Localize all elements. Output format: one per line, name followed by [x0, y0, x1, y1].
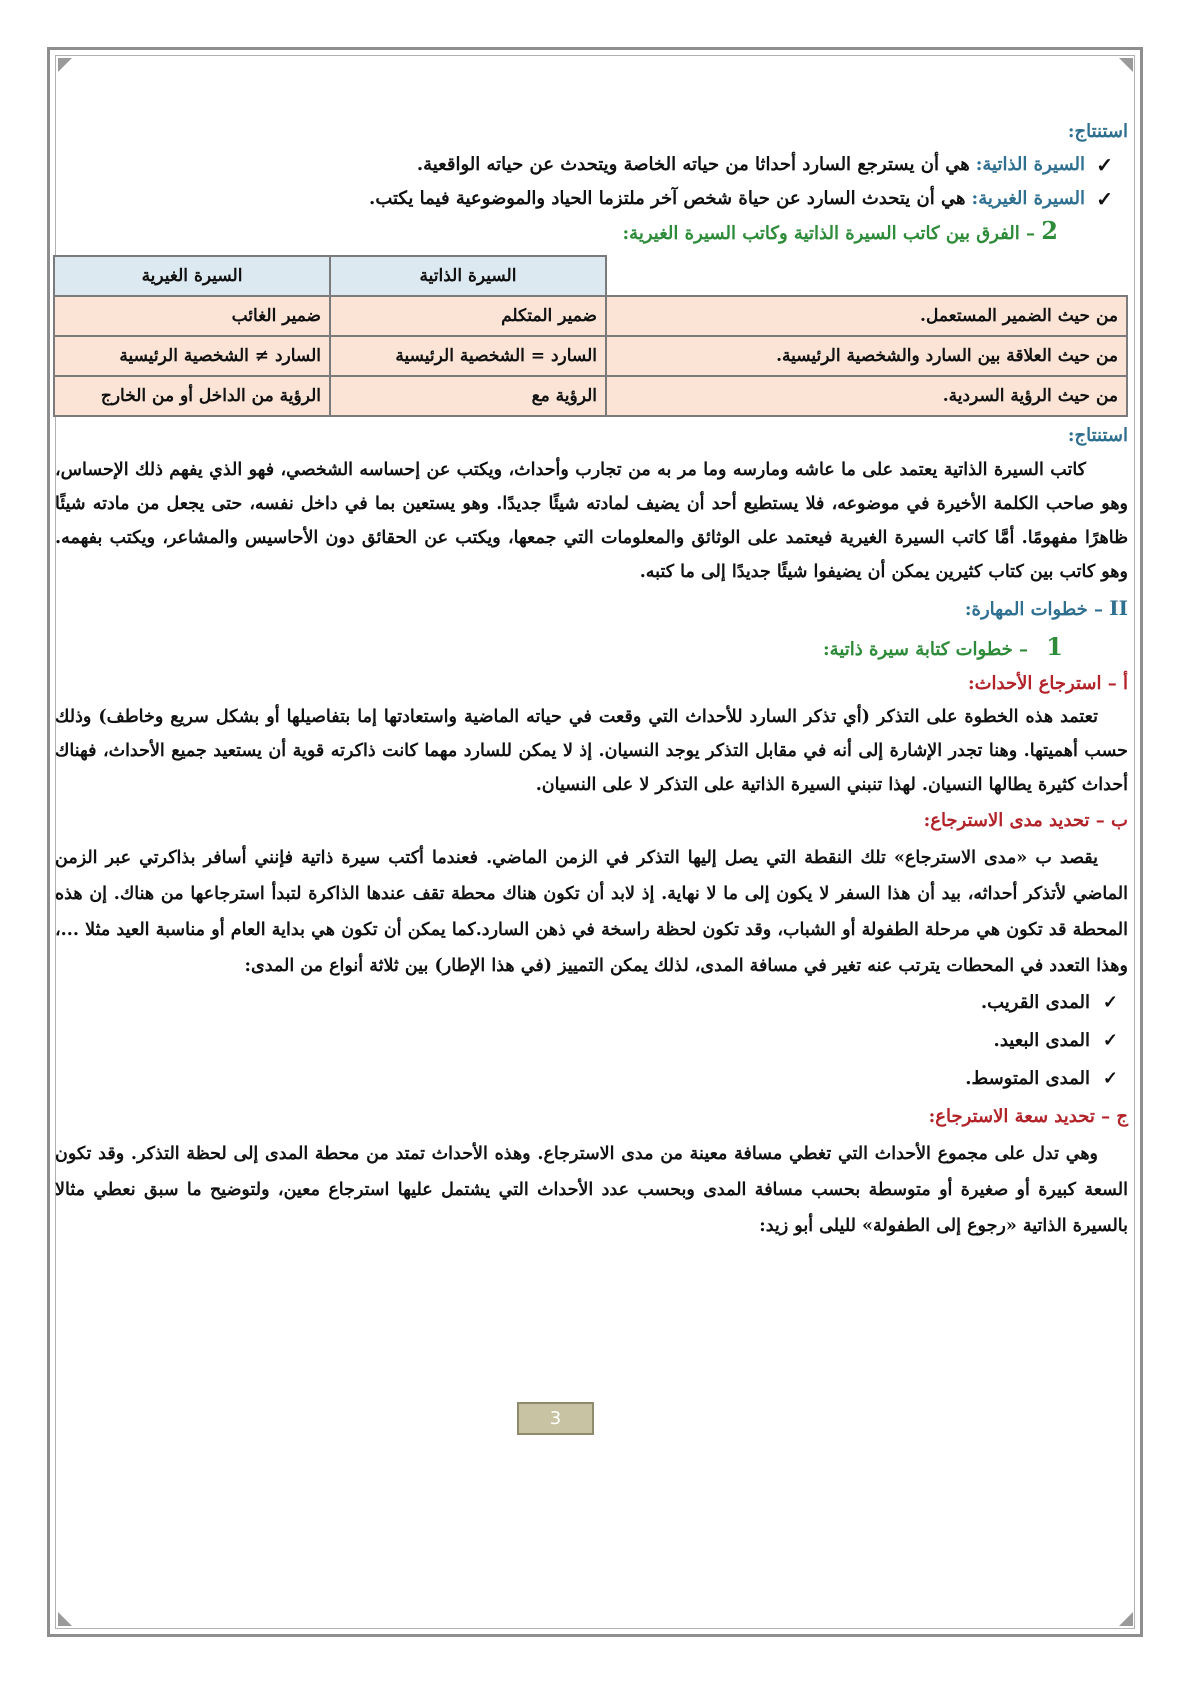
table-cell: الرؤية من الداخل أو من الخارج — [54, 376, 330, 416]
definition-item-autobiography — [55, 148, 1113, 182]
range-types-list — [55, 984, 1118, 1098]
definition-text: هي أن يتحدث السارد عن حياة شخص آخر ملتزما الحياد والموضوعية فيما يكتب. — [369, 188, 966, 209]
corner-ornament-bottom-left — [58, 1612, 72, 1626]
corner-ornament-top-left — [58, 58, 72, 72]
list-item — [55, 1022, 1118, 1060]
table-row-label: من حيث الرؤية السردية. — [606, 376, 1127, 416]
section-number: 2 — [1041, 216, 1058, 245]
part-a-paragraph: تعتمد هذه الخطوة على التذكر (أي تذكر السارد للأحداث التي وقعت في حياته الماضية واستعادتها إما بتفاصيلها أو بشكل سريع وخاطف) وذلك حسب أهميتها. وهنا تجدر الإشارة إلى أنه في مقابل التذكر يوجد النسيان. إذ لا يمكن للسارد مهما كانت ذاكرته قوية أن يستعيد جميع الأحداث، فهناك أحداث كثيرة يطالها النسيان. لهذا تنبني السيرة الذاتية على التذكر لا على النسيان. — [55, 707, 1128, 795]
table-row — [54, 296, 1127, 336]
table-cell: السارد ≠ الشخصية الرئيسية — [54, 336, 330, 376]
table-cell: السارد = الشخصية الرئيسية — [330, 336, 606, 376]
conclusion-heading-1: استنتاج: — [1067, 121, 1128, 142]
part-c-heading: ج – تحديد سعة الاسترجاع: — [928, 1106, 1128, 1127]
table-header-biography: السيرة الغيرية — [54, 256, 330, 296]
table-cell: الرؤية مع — [330, 376, 606, 416]
part-a-heading: أ – استرجاع الأحداث: — [967, 673, 1128, 694]
page-number-badge: 3 — [517, 1402, 594, 1435]
list-item-text: المدى القريب. — [980, 992, 1090, 1013]
part-b-paragraph: يقصد ب «مدى الاسترجاع» تلك النقطة التي يصل إليها التذكر في الزمن الماضي. فعندما أكتب سيرة ذاتية فإنني أسافر بذاكرتي عبر الزمن الماضي لأتذكر أحداثه، بيد أن هذا السفر لا يكون إلى ما لا نهاية. إذ لابد أن تكون هناك محطة تقف عندها الذاكرة لتبدأ استرجاعها من هناك. إن هذه المحطة قد تكون هي مرحلة الطفولة أو الشباب، وقد تكون لحظة راسخة في ذهن السارد.كما يمكن أن تكون هي بداية العام أو مناسبة العيد مثلا ...، وهذا التعدد في المحطات يترتب عنه تغير في مسافة المدى، لذلك يمكن التمييز (في هذا الإطار) بين ثلاثة أنواع من المدى: — [55, 848, 1128, 976]
section-number: II — [1109, 596, 1128, 620]
conclusion-paragraph: كاتب السيرة الذاتية يعتمد على ما عاشه ومارسه وما مر به من تجارب وأحداث، ويكتب عن إحساسه الشخصي، فهو الذي يفهم ذلك الإحساس، وهو صاحب الكلمة الأخيرة في موضوعه، فلا يستطيع أحد أن يضيف لمادته شيئًا جديدًا. وهو يستعين بما في داخل نفسه، حتى يجعل من مادته شيئًا ظاهرًا مفهومًا. أمَّا كاتب السيرة الغيرية فيعتمد على الوثائق والمعلومات التي جمعها، ويكتب عن الحقائق دون الأحاسيس والمشاعر، ويكتب بفهمه. وهو كاتب بين كتاب كثيرين يمكن أن يضيفوا شيئًا جديدًا إلى ما كتبه. — [55, 460, 1128, 582]
corner-ornament-bottom-right — [1119, 1612, 1133, 1626]
document-content — [55, 118, 1128, 1244]
table-cell: ضمير المتكلم — [330, 296, 606, 336]
definition-item-biography — [55, 182, 1113, 216]
table-header-autobiography: السيرة الذاتية — [330, 256, 606, 296]
table-row — [54, 336, 1127, 376]
table-row-label: من حيث الضمير المستعمل. — [606, 296, 1127, 336]
definition-term: السيرة الذاتية: — [975, 154, 1085, 175]
step-1-heading — [55, 629, 1063, 668]
check-mark-icon: ✓ — [1102, 1068, 1118, 1089]
section-title: – خطوات المهارة: — [964, 599, 1103, 620]
conclusion-heading-2: استنتاج: — [1067, 425, 1128, 446]
table-cell: ضمير الغائب — [54, 296, 330, 336]
part-c-paragraph: وهي تدل على مجموع الأحداث التي تغطي مسافة معينة من مدى الاسترجاع. وهذه الأحداث تمتد من محطة المدى إلى لحظة التذكر. وقد تكون السعة كبيرة أو صغيرة أو متوسطة بحسب مسافة المدى وبحسب عدد الأحداث التي يشتمل عليها استرجاع معين، ولتوضيح ما سبق نعطي مثالا بالسيرة الذاتية «رجوع إلى الطفولة» لليلى أبو زيد: — [55, 1144, 1128, 1236]
section-ii-heading — [55, 589, 1128, 629]
table-header-row — [54, 256, 1127, 296]
definition-text: هي أن يسترجع السارد أحداثا من حياته الخاصة ويتحدث عن حياته الواقعية. — [416, 154, 970, 175]
step-number: 1 — [1046, 632, 1063, 661]
check-mark-icon: ✓ — [1096, 187, 1113, 211]
definition-term: السيرة الغيرية: — [971, 188, 1085, 209]
list-item — [55, 1060, 1118, 1098]
list-item — [55, 984, 1118, 1022]
section-title: – الفرق بين كاتب السيرة الذاتية وكاتب السيرة الغيرية: — [622, 223, 1036, 244]
check-mark-icon: ✓ — [1102, 1030, 1118, 1051]
comparison-table — [53, 255, 1128, 417]
step-title: – خطوات كتابة سيرة ذاتية: — [823, 639, 1029, 660]
part-b-heading: ب – تحديد مدى الاسترجاع: — [923, 810, 1128, 831]
check-mark-icon: ✓ — [1096, 153, 1113, 177]
list-item-text: المدى البعيد. — [993, 1030, 1090, 1051]
corner-ornament-top-right — [1119, 58, 1133, 72]
section-2-heading — [55, 216, 1058, 249]
table-row-label: من حيث العلاقة بين السارد والشخصية الرئيسية. — [606, 336, 1127, 376]
table-row — [54, 376, 1127, 416]
table-empty-cell — [606, 256, 1127, 296]
list-item-text: المدى المتوسط. — [965, 1068, 1090, 1089]
check-mark-icon: ✓ — [1102, 992, 1118, 1013]
